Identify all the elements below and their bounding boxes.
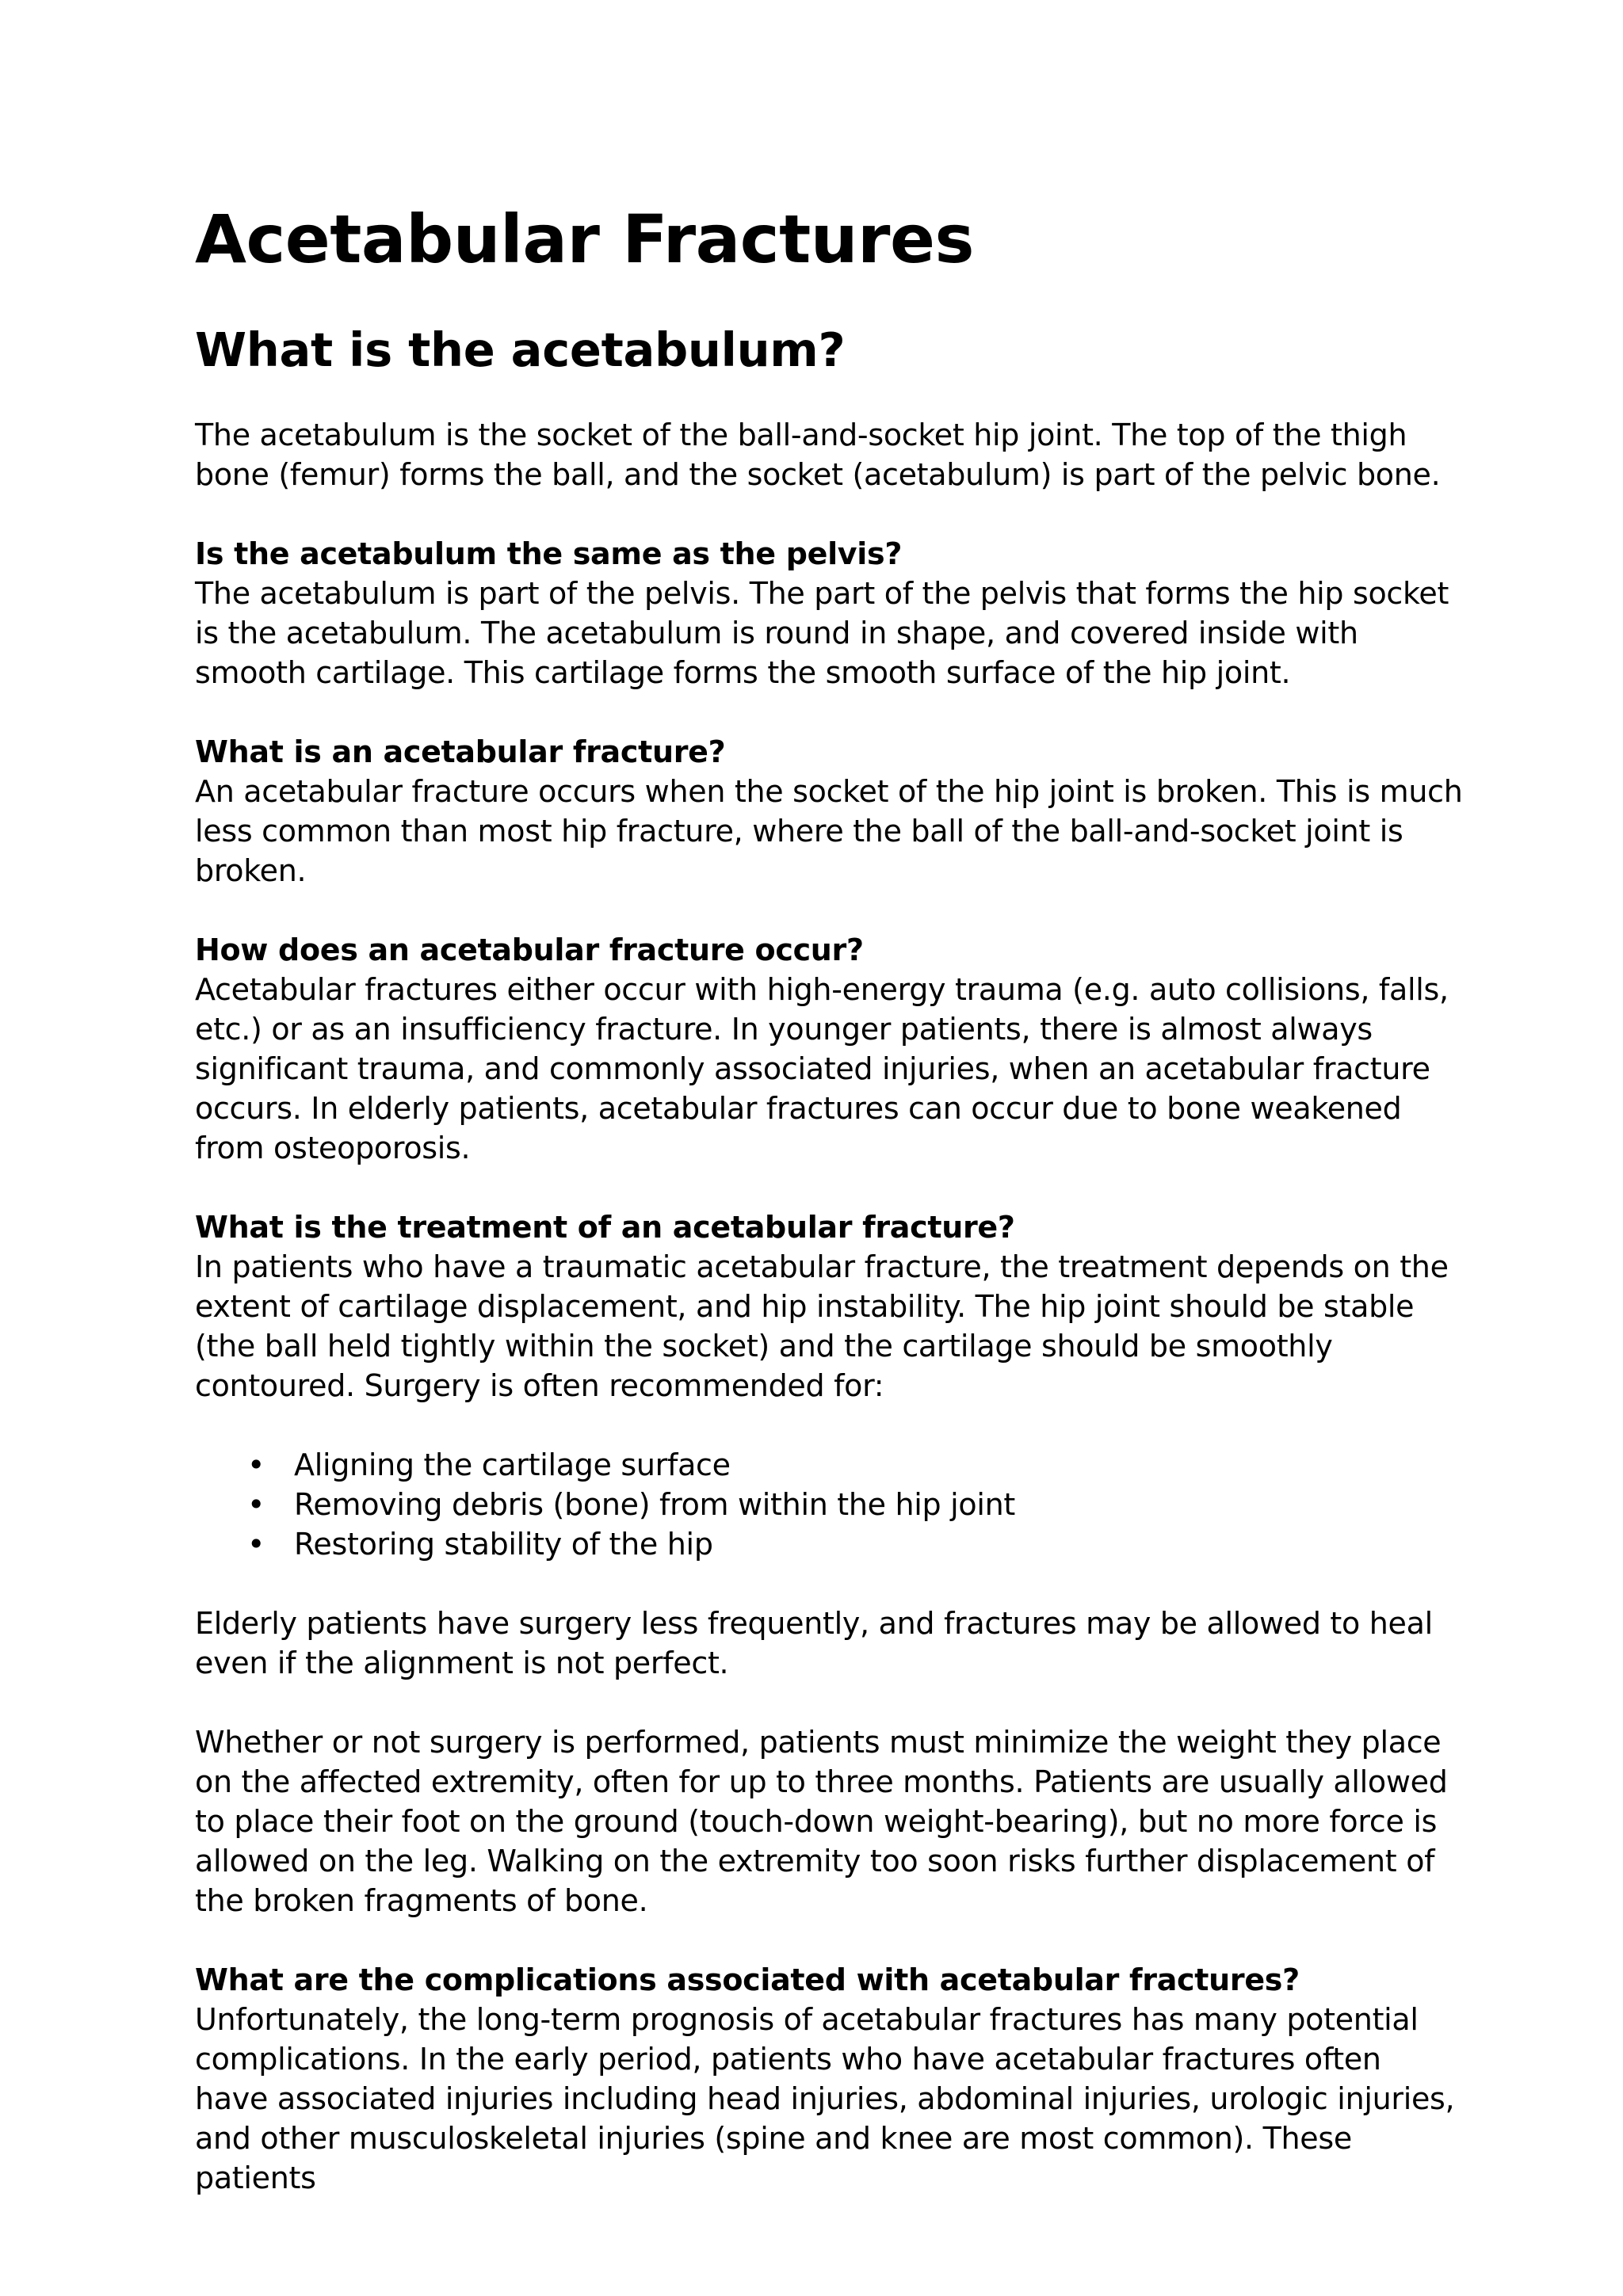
faq-question: How does an acetabular fracture occur? bbox=[195, 933, 864, 967]
bullet-icon: • bbox=[247, 1527, 265, 1562]
faq-answer: The acetabulum is part of the pelvis. The part of the pelvis that forms the hip socket is the acetabulum. The acetabulum is round in shape, and covered inside with smooth cartilage. This cartilage forms the smooth surface of the hip joint. bbox=[195, 576, 1449, 690]
faq-section-complications bbox=[195, 1960, 1463, 2198]
faq-answer: In patients who have a traumatic acetabular fracture, the treatment depends on the extent of cartilage displacement, and hip instability. The hip joint should be stable (the ball held tightly within the socket) and the cartilage should be smoothly contoured. Surgery is often recommended for: bbox=[195, 1249, 1449, 1403]
list-item: • Aligning the cartilage surface bbox=[195, 1445, 1463, 1485]
faq-answer: Acetabular fractures either occur with high-energy trauma (e.g. auto collisions, falls, etc.) or as an insufficiency fracture. In younger patients, there is almost always significant trauma, and commonly associated injuries, when an acetabular fracture occurs. In elderly patients, acetabular fractures can occur due to bone weakened from osteoporosis. bbox=[195, 972, 1449, 1165]
elderly-paragraph: Elderly patients have surgery less frequently, and fractures may be allowed to heal even if the alignment is not perfect. bbox=[195, 1606, 1433, 1680]
faq-section-occurrence bbox=[195, 930, 1463, 1168]
intro-paragraph: The acetabulum is the socket of the ball-and-socket hip joint. The top of the thigh bone (femur) forms the ball, and the socket (acetabulum) is part of the pelvic bone. bbox=[195, 418, 1441, 492]
faq-question: What is the treatment of an acetabular fracture? bbox=[195, 1210, 1015, 1245]
faq-section-treatment bbox=[195, 1207, 1463, 1920]
surgery-reasons-list bbox=[195, 1445, 1463, 1564]
list-item: • Restoring stability of the hip bbox=[195, 1524, 1463, 1564]
faq-section-pelvis bbox=[195, 534, 1463, 692]
faq-answer: Unfortunately, the long-term prognosis of acetabular fractures has many potential complications. In the early period, patients who have acetabular fractures often have associated injuries including head injuries, abdominal injuries, urologic injuries, and other musculoskeletal injuries (spine and knee are most common). These patients bbox=[195, 2002, 1455, 2195]
weight-bearing-paragraph: Whether or not surgery is performed, patients must minimize the weight they place on the affected extremity, often for up to three months. Patients are usually allowed to place their foot on the ground (touch-down weight-bearing), but no more force is allowed on the leg. Walking on the extremity too soon risks further displacement of the broken fragments of bone. bbox=[195, 1725, 1448, 1918]
page-title: Acetabular Fractures bbox=[195, 200, 974, 278]
faq-question: What is an acetabular fracture? bbox=[195, 734, 726, 769]
faq-answer: An acetabular fracture occurs when the socket of the hip joint is broken. This is much less common than most hip fracture, where the ball of the ball-and-socket joint is broken. bbox=[195, 774, 1463, 888]
bullet-icon: • bbox=[247, 1487, 265, 1522]
bullet-icon: • bbox=[247, 1447, 265, 1482]
faq-question: Is the acetabulum the same as the pelvis? bbox=[195, 536, 903, 571]
faq-question: What are the complications associated with acetabular fractures? bbox=[195, 1962, 1300, 1997]
document-page bbox=[195, 198, 1463, 2198]
faq-section-fracture bbox=[195, 732, 1463, 891]
list-item: • Removing debris (bone) from within the hip joint bbox=[195, 1485, 1463, 1524]
section-heading: What is the acetabulum? bbox=[195, 322, 846, 377]
